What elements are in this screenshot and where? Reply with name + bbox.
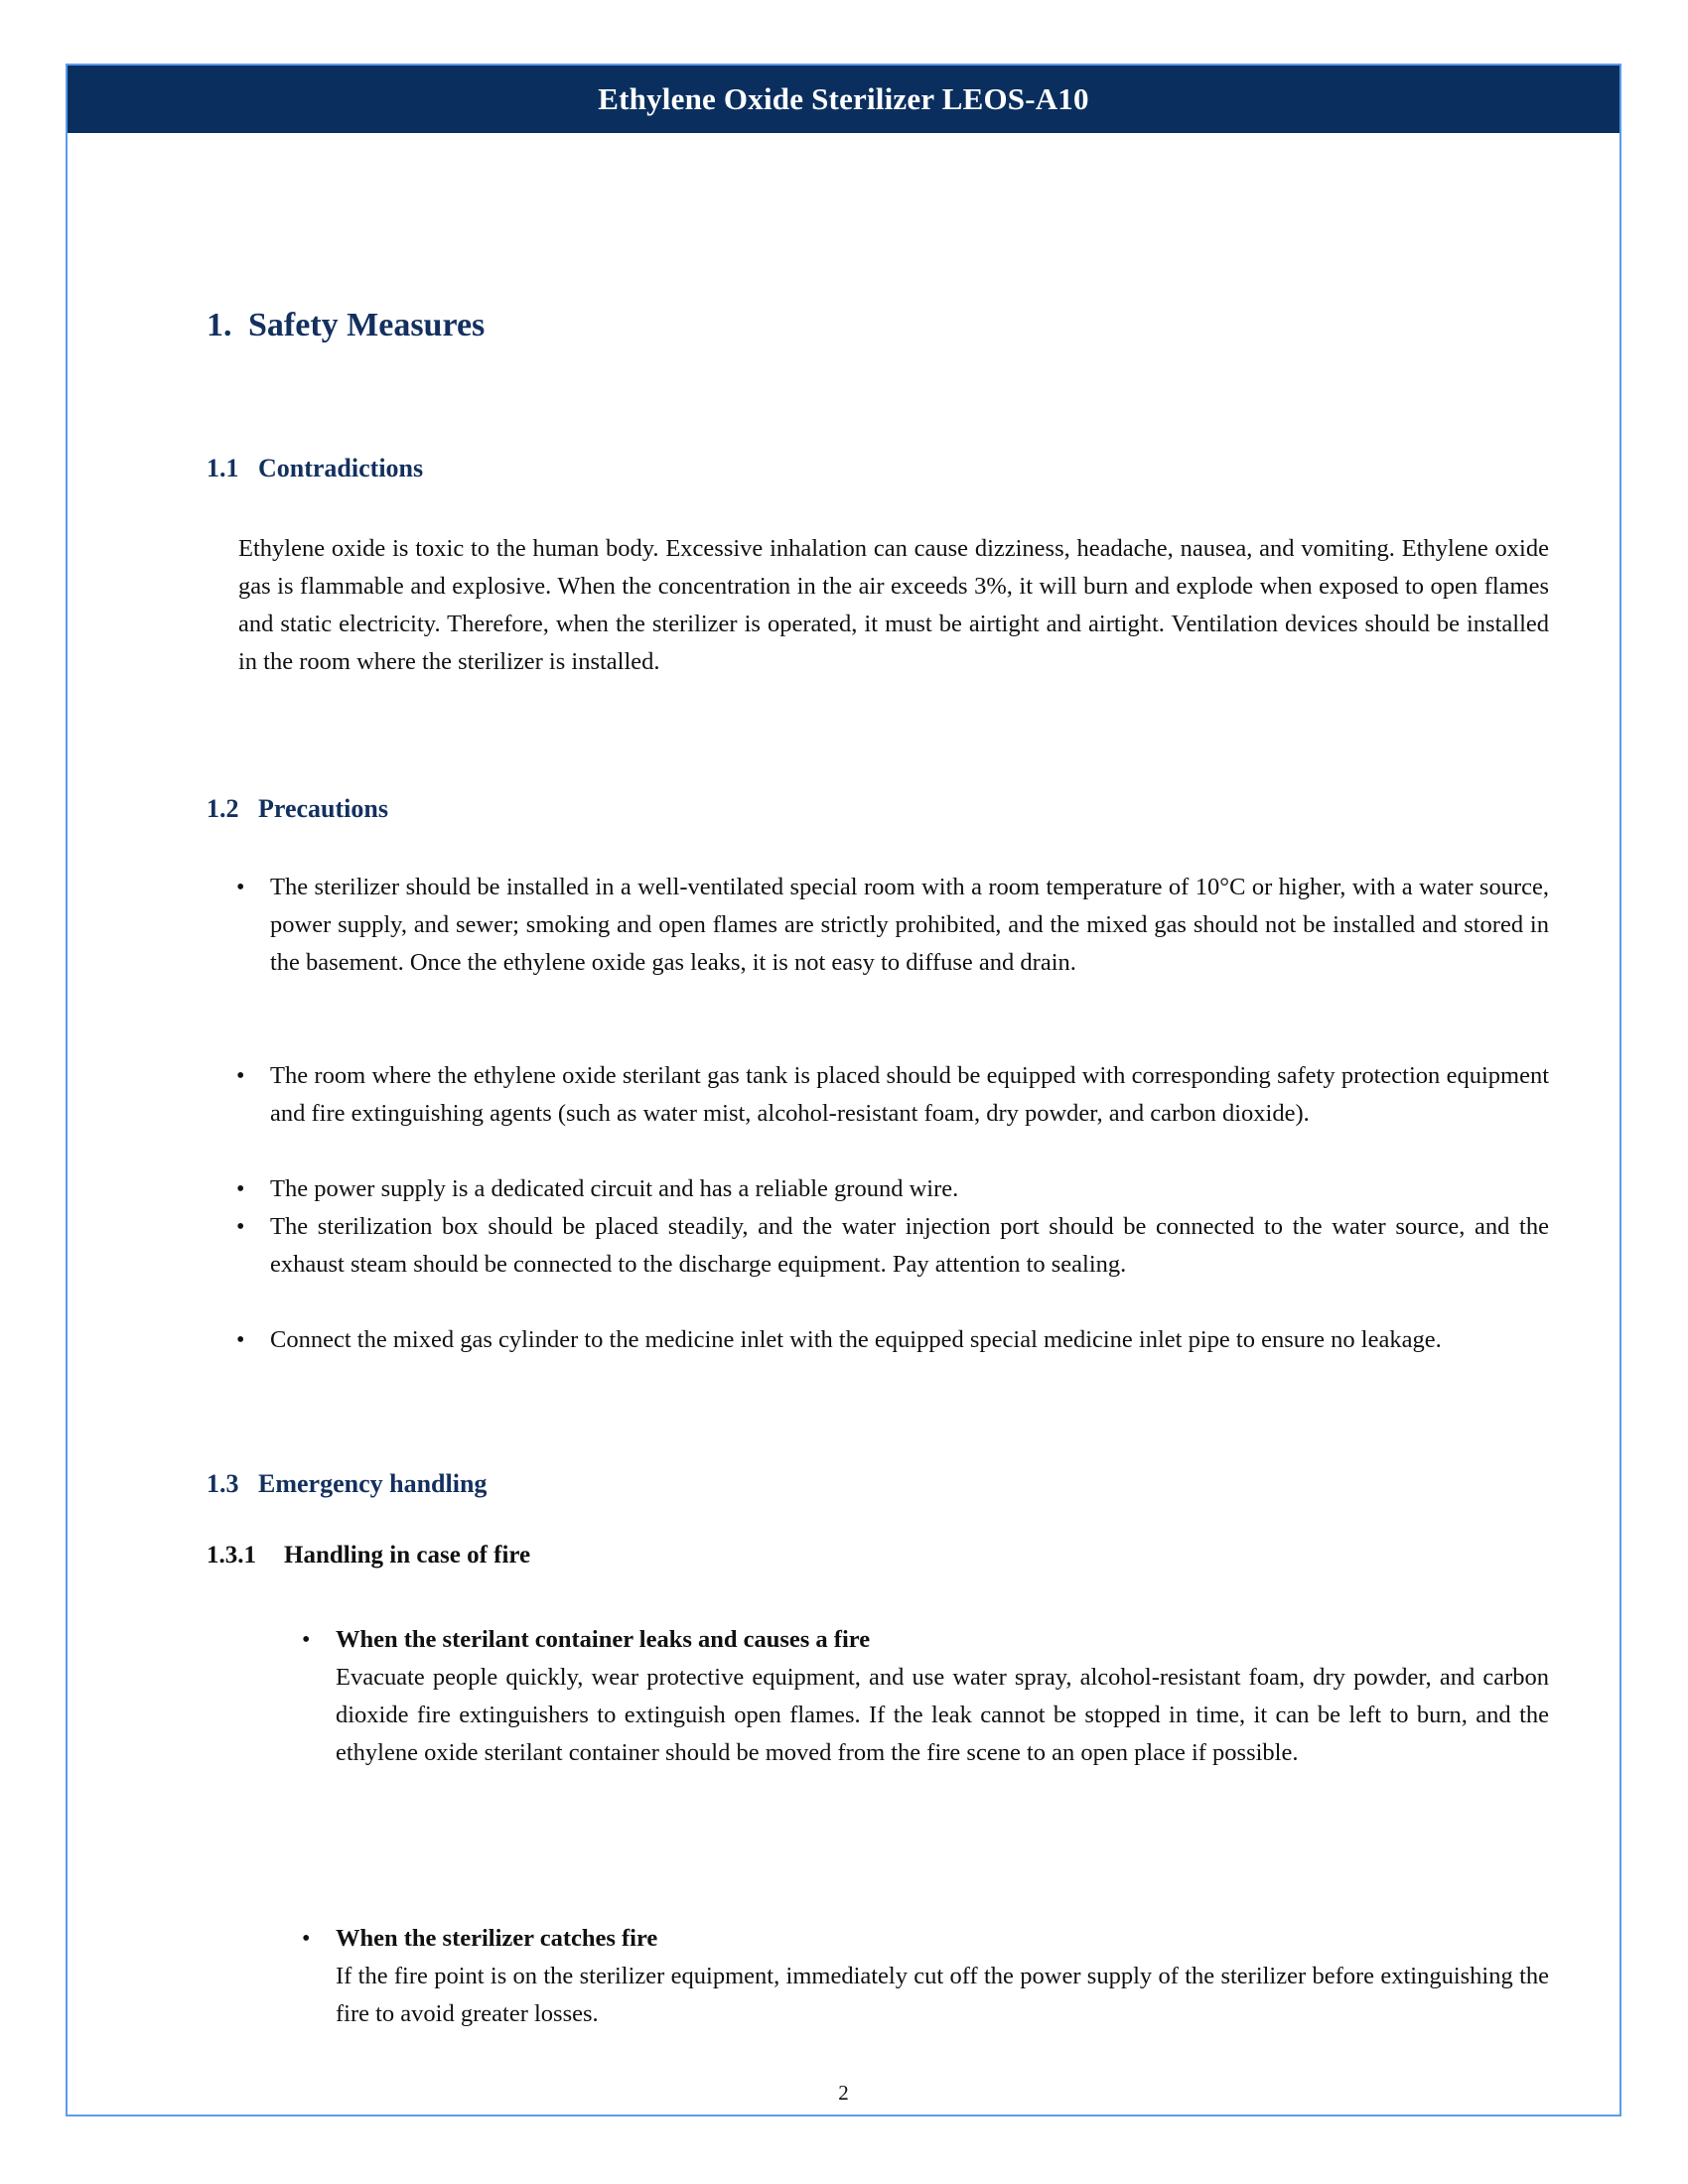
document-page [66,64,1621,2116]
heading-1-3-1-label: Handling in case of fire [284,1542,531,1569]
heading-1-1-label: Contradictions [258,454,424,482]
heading-1-2-precautions [207,794,388,824]
bullet-point-icon [302,1920,336,1958]
list-item-text: If the fire point is on the sterilizer equipment, immediately cut off the power supply of the sterilizer before extinguishing the fire to avoid greater losses. [336,1963,1549,2027]
document-title: Ethylene Oxide Sterilizer LEOS-A10 [598,81,1089,116]
list-item [302,1621,1549,1772]
heading-1-2-number: 1.2 [207,794,239,823]
list-item-text: The sterilizer should be installed in a well-ventilated special room with a room temperature of 10°C or higher, with a water source, power supply, and sewer; smoking and open flames are strictly prohibited, and the mixed gas should not be installed and stored in the basement. Once the ethylene oxide gas leaks, it is not easy to diffuse and drain. [270,874,1549,976]
bullet-point-icon [236,1057,270,1095]
heading-1-3-label: Emergency handling [258,1469,488,1498]
list-item-body [336,1920,1549,2033]
heading-1-1-number: 1.1 [207,454,239,482]
list-item-body [336,1621,1549,1772]
page-number: 2 [838,2081,849,2105]
list-item [236,1057,1549,1133]
list-item [236,1208,1549,1284]
bullet-point-icon [236,1170,270,1208]
bullet-point-icon [236,1321,270,1359]
heading-1-3-1-handling-in-case-of-fire [207,1542,530,1570]
list-item [236,1321,1549,1359]
list-item [236,869,1549,982]
list-item-text: Connect the mixed gas cylinder to the medicine inlet with the equipped special medicine inlet pipe to ensure no leakage. [270,1326,1442,1353]
heading-1-3-emergency-handling [207,1469,487,1499]
bullet-point-icon [236,1208,270,1246]
bullet-point-icon [236,869,270,906]
list-item-text: The sterilization box should be placed steadily, and the water injection port should be connected to the water source, and the exhaust steam should be connected to the discharge equipment. Pay attention to sealing. [270,1213,1549,1278]
heading-1-safety-measures [207,307,485,344]
list-item-lead: When the sterilizer catches fire [336,1925,658,1952]
list-item [236,1170,1549,1208]
list-item-lead: When the sterilant container leaks and causes a fire [336,1626,871,1653]
bullet-point-icon [302,1621,336,1659]
heading-1-2-label: Precautions [258,794,388,823]
heading-1-1-contradictions [207,454,423,483]
heading-1-3-number: 1.3 [207,1469,239,1498]
heading-1-3-1-number: 1.3.1 [207,1542,256,1569]
list-item-text: The room where the ethylene oxide sterilant gas tank is placed should be equipped with corresponding safety protection equipment and fire extinguishing agents (such as water mist, alcohol-resistant foam, dry powder, and carbon dioxide). [270,1062,1549,1127]
list-item-text: The power supply is a dedicated circuit and has a reliable ground wire. [270,1175,959,1202]
heading-1-label: Safety Measures [248,307,486,343]
heading-1-number: 1. [207,307,232,343]
list-item-text: Evacuate people quickly, wear protective equipment, and use water spray, alcohol-resistant foam, dry powder, and carbon dioxide fire extinguishers to extinguish open flames. If the leak cannot be stopped in time, it can be left to burn, and the ethylene oxide sterilant container should be moved from the fire scene to an open place if possible. [336,1664,1549,1766]
page-header-band [68,66,1619,133]
list-item [302,1920,1549,2033]
paragraph-contradictions: Ethylene oxide is toxic to the human body. Excessive inhalation can cause dizziness, headache, nausea, and vomiting. Ethylene oxide gas is flammable and explosive. When the concentration in the air exceeds 3%, it will burn and explode when exposed to open flames and static electricity. Therefore, when the sterilizer is operated, it must be airtight and airtight. Ventilation devices should be installed in the room where the sterilizer is installed. [238,535,1549,675]
